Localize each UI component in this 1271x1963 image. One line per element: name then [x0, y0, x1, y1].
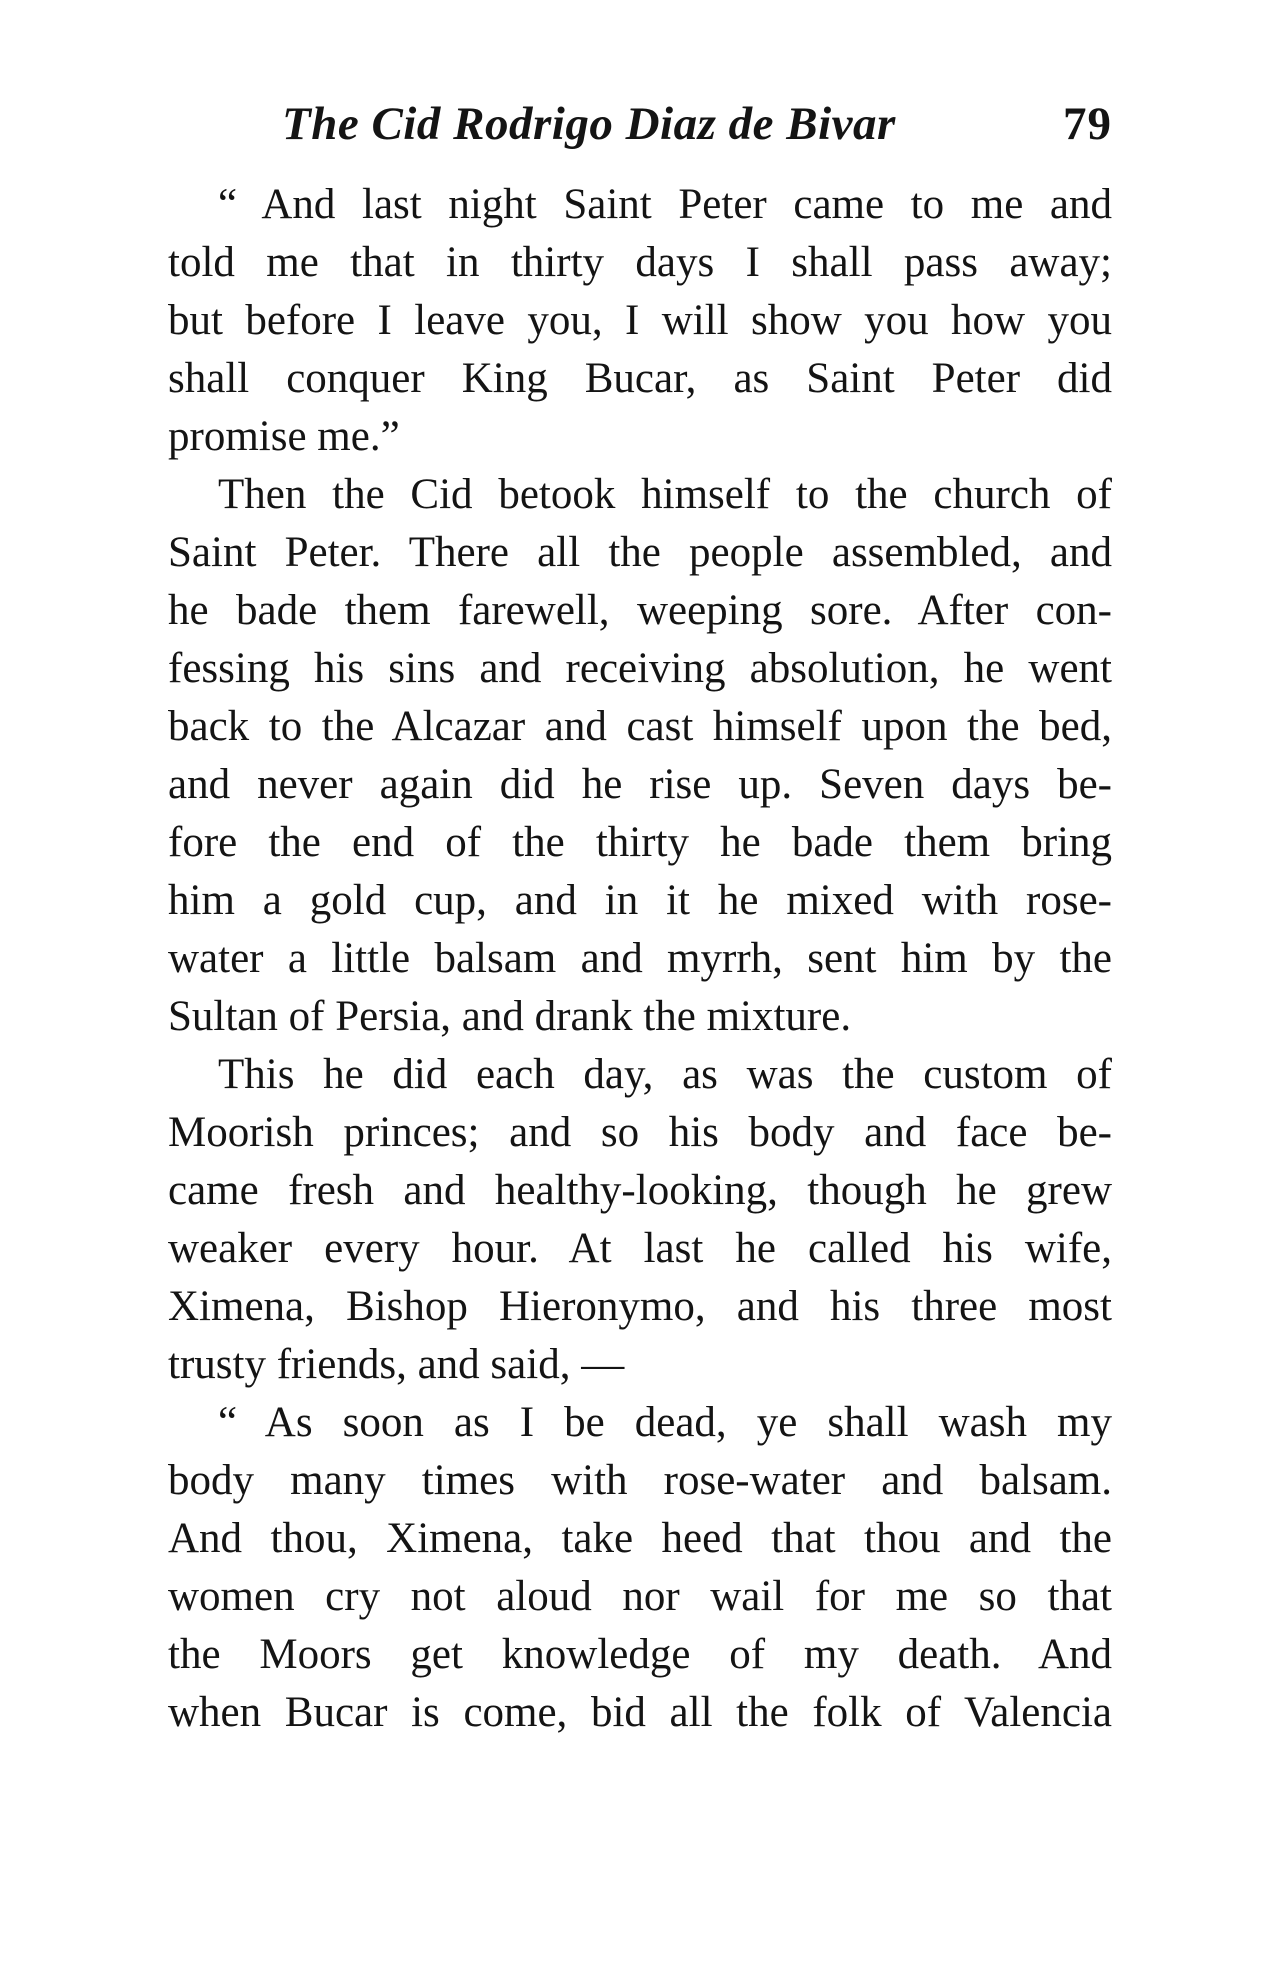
text-line: weaker every hour. At last he called his wife,: [168, 1225, 1112, 1272]
text-line: but before I leave you, I will show you how you: [168, 297, 1112, 344]
text-line: when Bucar is come, bid all the folk of Valencia: [168, 1689, 1112, 1736]
page-number: 79: [1063, 98, 1112, 150]
text-line: shall conquer King Bucar, as Saint Peter did: [168, 355, 1112, 402]
text-line: and never again did he rise up. Seven days be-: [168, 761, 1112, 808]
text-line: he bade them farewell, weeping sore. After con-: [168, 587, 1112, 634]
text-line: “ And last night Saint Peter came to me and: [218, 181, 1112, 228]
text-line: Saint Peter. There all the people assembled, and: [168, 529, 1112, 576]
text-line: Then the Cid betook himself to the church of: [218, 471, 1112, 518]
text-line: Sultan of Persia, and drank the mixture.: [168, 993, 852, 1040]
text-line: came fresh and healthy-looking, though he grew: [168, 1167, 1112, 1214]
body-text: [168, 176, 1112, 1742]
text-line: water a little balsam and myrrh, sent him by the: [168, 935, 1112, 982]
text-line: fore the end of the thirty he bade them bring: [168, 819, 1112, 866]
text-line: fessing his sins and receiving absolution, he went: [168, 645, 1112, 692]
text-line: promise me.”: [168, 413, 400, 460]
text-line: back to the Alcazar and cast himself upon the bed,: [168, 703, 1112, 750]
running-head: [282, 94, 1112, 154]
text-line: This he did each day, as was the custom of: [218, 1051, 1112, 1098]
text-line: told me that in thirty days I shall pass away;: [168, 239, 1112, 286]
text-line: Ximena, Bishop Hieronymo, and his three most: [168, 1283, 1112, 1330]
text-line: the Moors get knowledge of my death. And: [168, 1631, 1112, 1678]
text-line: body many times with rose-water and balsam.: [168, 1457, 1112, 1504]
text-line: And thou, Ximena, take heed that thou and the: [168, 1515, 1112, 1562]
running-title: The Cid Rodrigo Diaz de Bivar: [282, 98, 896, 150]
text-line: trusty friends, and said, —: [168, 1341, 625, 1388]
text-line: “ As soon as I be dead, ye shall wash my: [218, 1399, 1112, 1446]
text-line: women cry not aloud nor wail for me so that: [168, 1573, 1112, 1620]
text-line: Moorish princes; and so his body and face be-: [168, 1109, 1112, 1156]
text-line: him a gold cup, and in it he mixed with rose-: [168, 877, 1112, 924]
